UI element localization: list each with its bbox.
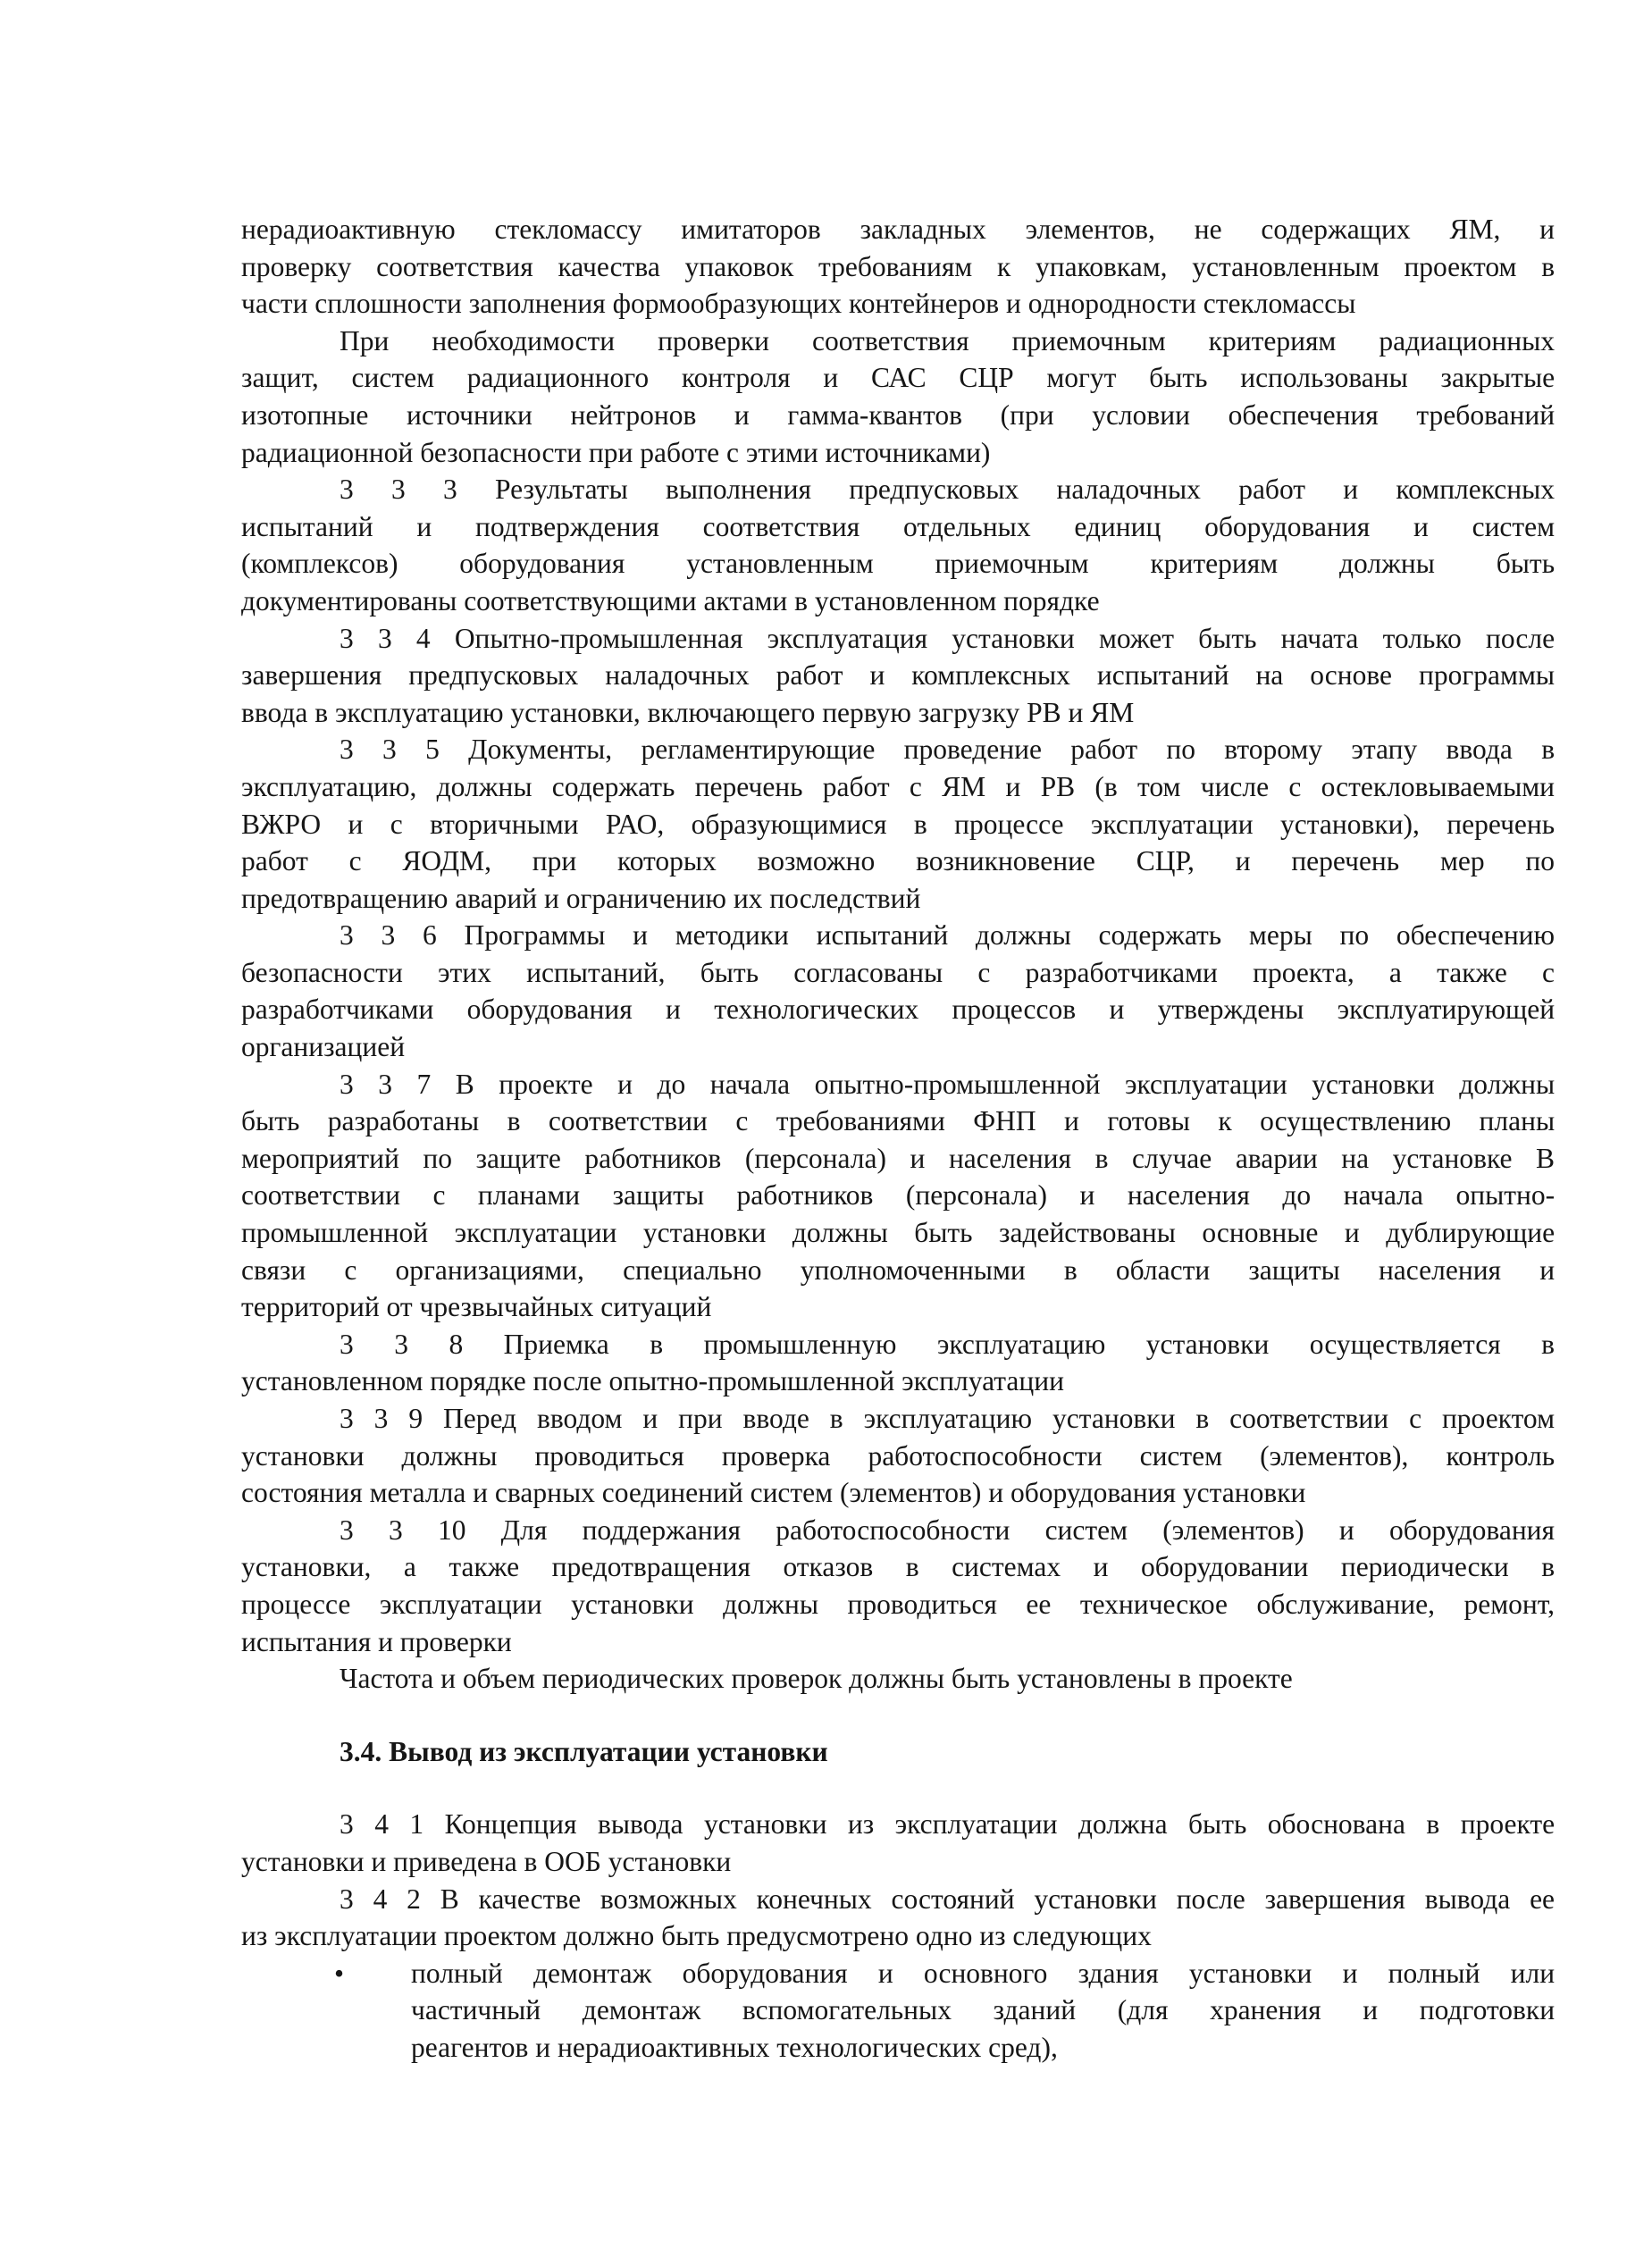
text-line: 3 3 9 Перед вводом и при вводе в эксплуатацию установки в соответствии с проектом bbox=[340, 1403, 1555, 1434]
section-heading: 3.4. Вывод из эксплуатации установки bbox=[340, 1735, 828, 1767]
bullet-text: полный демонтаж оборудования и основного здания установки и полный или bbox=[411, 1957, 1556, 1989]
text-line: 3 3 4 Опытно-промышленная эксплуатация установки может быть начата только после bbox=[340, 622, 1556, 654]
text-line: испытания и проверки bbox=[241, 1625, 512, 1657]
text-line: предотвращению аварий и ограничению их последствий bbox=[241, 882, 921, 914]
text-line: ввода в эксплуатацию установки, включающего первую загрузку РВ и ЯМ bbox=[241, 696, 1135, 728]
text-line: нерадиоактивную стекломассу имитаторов закладных элементов, не содержащих ЯМ, и bbox=[241, 214, 1556, 245]
paragraph-continuation bbox=[241, 211, 1555, 323]
bullet-icon: • bbox=[334, 1957, 345, 1989]
paragraph-3-3-4 bbox=[241, 620, 1555, 732]
text-line: 3 3 3 Результаты выполнения предпусковых наладочных работ и комплексных bbox=[340, 474, 1556, 506]
text-line: мероприятий по защите работников (персонала) и населения в случае аварии на установке В bbox=[241, 1142, 1556, 1174]
text-line: быть разработаны в соответствии с требованиями ФНП и готовы к осуществлению планы bbox=[241, 1105, 1556, 1137]
paragraph-3-3-5 bbox=[241, 731, 1555, 917]
text-line: документированы соответствующими актами в установленном порядке bbox=[241, 584, 1100, 616]
text-line: ВЖРО и с вторичными РАО, образующимися в процессе эксплуатации установки), перечень bbox=[241, 808, 1556, 840]
text-line: частичный демонтаж вспомогательных зданий (для хранения и подготовки bbox=[411, 1994, 1556, 2026]
text-line: из эксплуатации проектом должно быть предусмотрено одно из следующих bbox=[241, 1920, 1152, 1952]
text-line: 3 3 6 Программы и методики испытаний должны содержать меры по обеспечению bbox=[340, 919, 1556, 952]
text-line: завершения предпусковых наладочных работ и комплексных испытаний на основе программы bbox=[241, 659, 1556, 692]
text-line: состояния металла и сварных соединений систем (элементов) и оборудования установки bbox=[241, 1477, 1306, 1509]
text-line: реагентов и нерадиоактивных технологических сред), bbox=[411, 2031, 1058, 2063]
paragraph-3-3-3 bbox=[241, 471, 1555, 619]
paragraph-radiation-protection-check bbox=[241, 323, 1555, 471]
text-line: организацией bbox=[241, 1031, 406, 1063]
text-line: Частота и объем периодических проверок должны быть установлены в проекте bbox=[340, 1663, 1293, 1695]
paragraph-3-3-8 bbox=[241, 1326, 1555, 1400]
paragraph-3-3-9 bbox=[241, 1400, 1555, 1512]
text-line: установки должны проводиться проверка работоспособности систем (элементов), контроль bbox=[241, 1439, 1556, 1472]
text-line: 3 3 10 Для поддержания работоспособности систем (элементов) и оборудования bbox=[340, 1514, 1556, 1546]
text-line: При необходимости проверки соответствия приемочным критериям радиационных bbox=[340, 324, 1556, 356]
paragraph-3-3-10 bbox=[241, 1512, 1555, 1660]
text-line: установки и приведена в ООБ установки bbox=[241, 1845, 732, 1877]
spacer bbox=[241, 1698, 1555, 1733]
text-line: безопасности этих испытаний, быть согласованы с разработчиками проекта, а также с bbox=[241, 956, 1556, 988]
text-line: (комплексов) оборудования установленным приемочным критериям должны быть bbox=[241, 548, 1556, 580]
text-line: проверку соответствия качества упаковок требованиям к упаковкам, установленным проектом в bbox=[241, 250, 1556, 282]
paragraph-3-3-6 bbox=[241, 917, 1555, 1065]
text-line: части сплошности заполнения формообразующих контейнеров и однородности стекломассы bbox=[241, 288, 1356, 320]
paragraph-3-4-2 bbox=[241, 1881, 1555, 1955]
text-line: работ с ЯОДМ, при которых возможно возникновение СЦР, и перечень мер по bbox=[241, 845, 1556, 877]
document-page bbox=[241, 211, 1555, 2067]
text-line: 3 3 8 Приемка в промышленную эксплуатацию установки осуществляется в bbox=[340, 1328, 1556, 1360]
text-line: защит, систем радиационного контроля и САС СЦР могут быть использованы закрытые bbox=[241, 362, 1556, 394]
paragraph-3-3-7 bbox=[241, 1066, 1555, 1326]
text-line: промышленной эксплуатации установки должны быть задействованы основные и дублирующие bbox=[241, 1217, 1556, 1249]
bullet-list-item bbox=[241, 1955, 1555, 2067]
text-line: эксплуатацию, должны содержать перечень работ с ЯМ и РВ (в том числе с остекловываемыми bbox=[241, 770, 1556, 802]
text-line: 3 4 2 В качестве возможных конечных состояний установки после завершения вывода ее bbox=[340, 1883, 1556, 1915]
text-line: 3 4 1 Концепция вывода установки из эксплуатации должна быть обоснована в проекте bbox=[340, 1808, 1556, 1841]
text-line: разработчиками оборудования и технологических процессов и утверждены эксплуатирующей bbox=[241, 994, 1556, 1026]
spacer bbox=[241, 1770, 1555, 1806]
text-line: 3 3 7 В проекте и до начала опытно-промышленной эксплуатации установки должны bbox=[340, 1068, 1556, 1100]
text-line: изотопные источники нейтронов и гамма-квантов (при условии обеспечения требований bbox=[241, 398, 1556, 431]
text-line: связи с организациями, специально уполномоченными в области защиты населения и bbox=[241, 1254, 1556, 1286]
paragraph-3-4-1 bbox=[241, 1806, 1555, 1880]
text-line: 3 3 5 Документы, регламентирующие проведение работ по второму этапу ввода в bbox=[340, 734, 1556, 766]
text-line: территорий от чрезвычайных ситуаций bbox=[241, 1291, 712, 1323]
text-line: установленном порядке после опытно-промышленной эксплуатации bbox=[241, 1365, 1064, 1397]
text-line: испытаний и подтверждения соответствия отдельных единиц оборудования и систем bbox=[241, 510, 1556, 542]
text-line bbox=[241, 1955, 1555, 1992]
text-line: соответствии с планами защиты работников (персонала) и населения до начала опытно- bbox=[241, 1179, 1556, 1212]
text-line: установки, а также предотвращения отказов в системах и оборудовании периодически в bbox=[241, 1551, 1556, 1583]
text-line: процессе эксплуатации установки должны проводиться ее техническое обслуживание, ремонт, bbox=[241, 1588, 1556, 1620]
text-line: радиационной безопасности при работе с этими источниками) bbox=[241, 436, 991, 468]
paragraph-inspection-frequency bbox=[241, 1660, 1555, 1698]
